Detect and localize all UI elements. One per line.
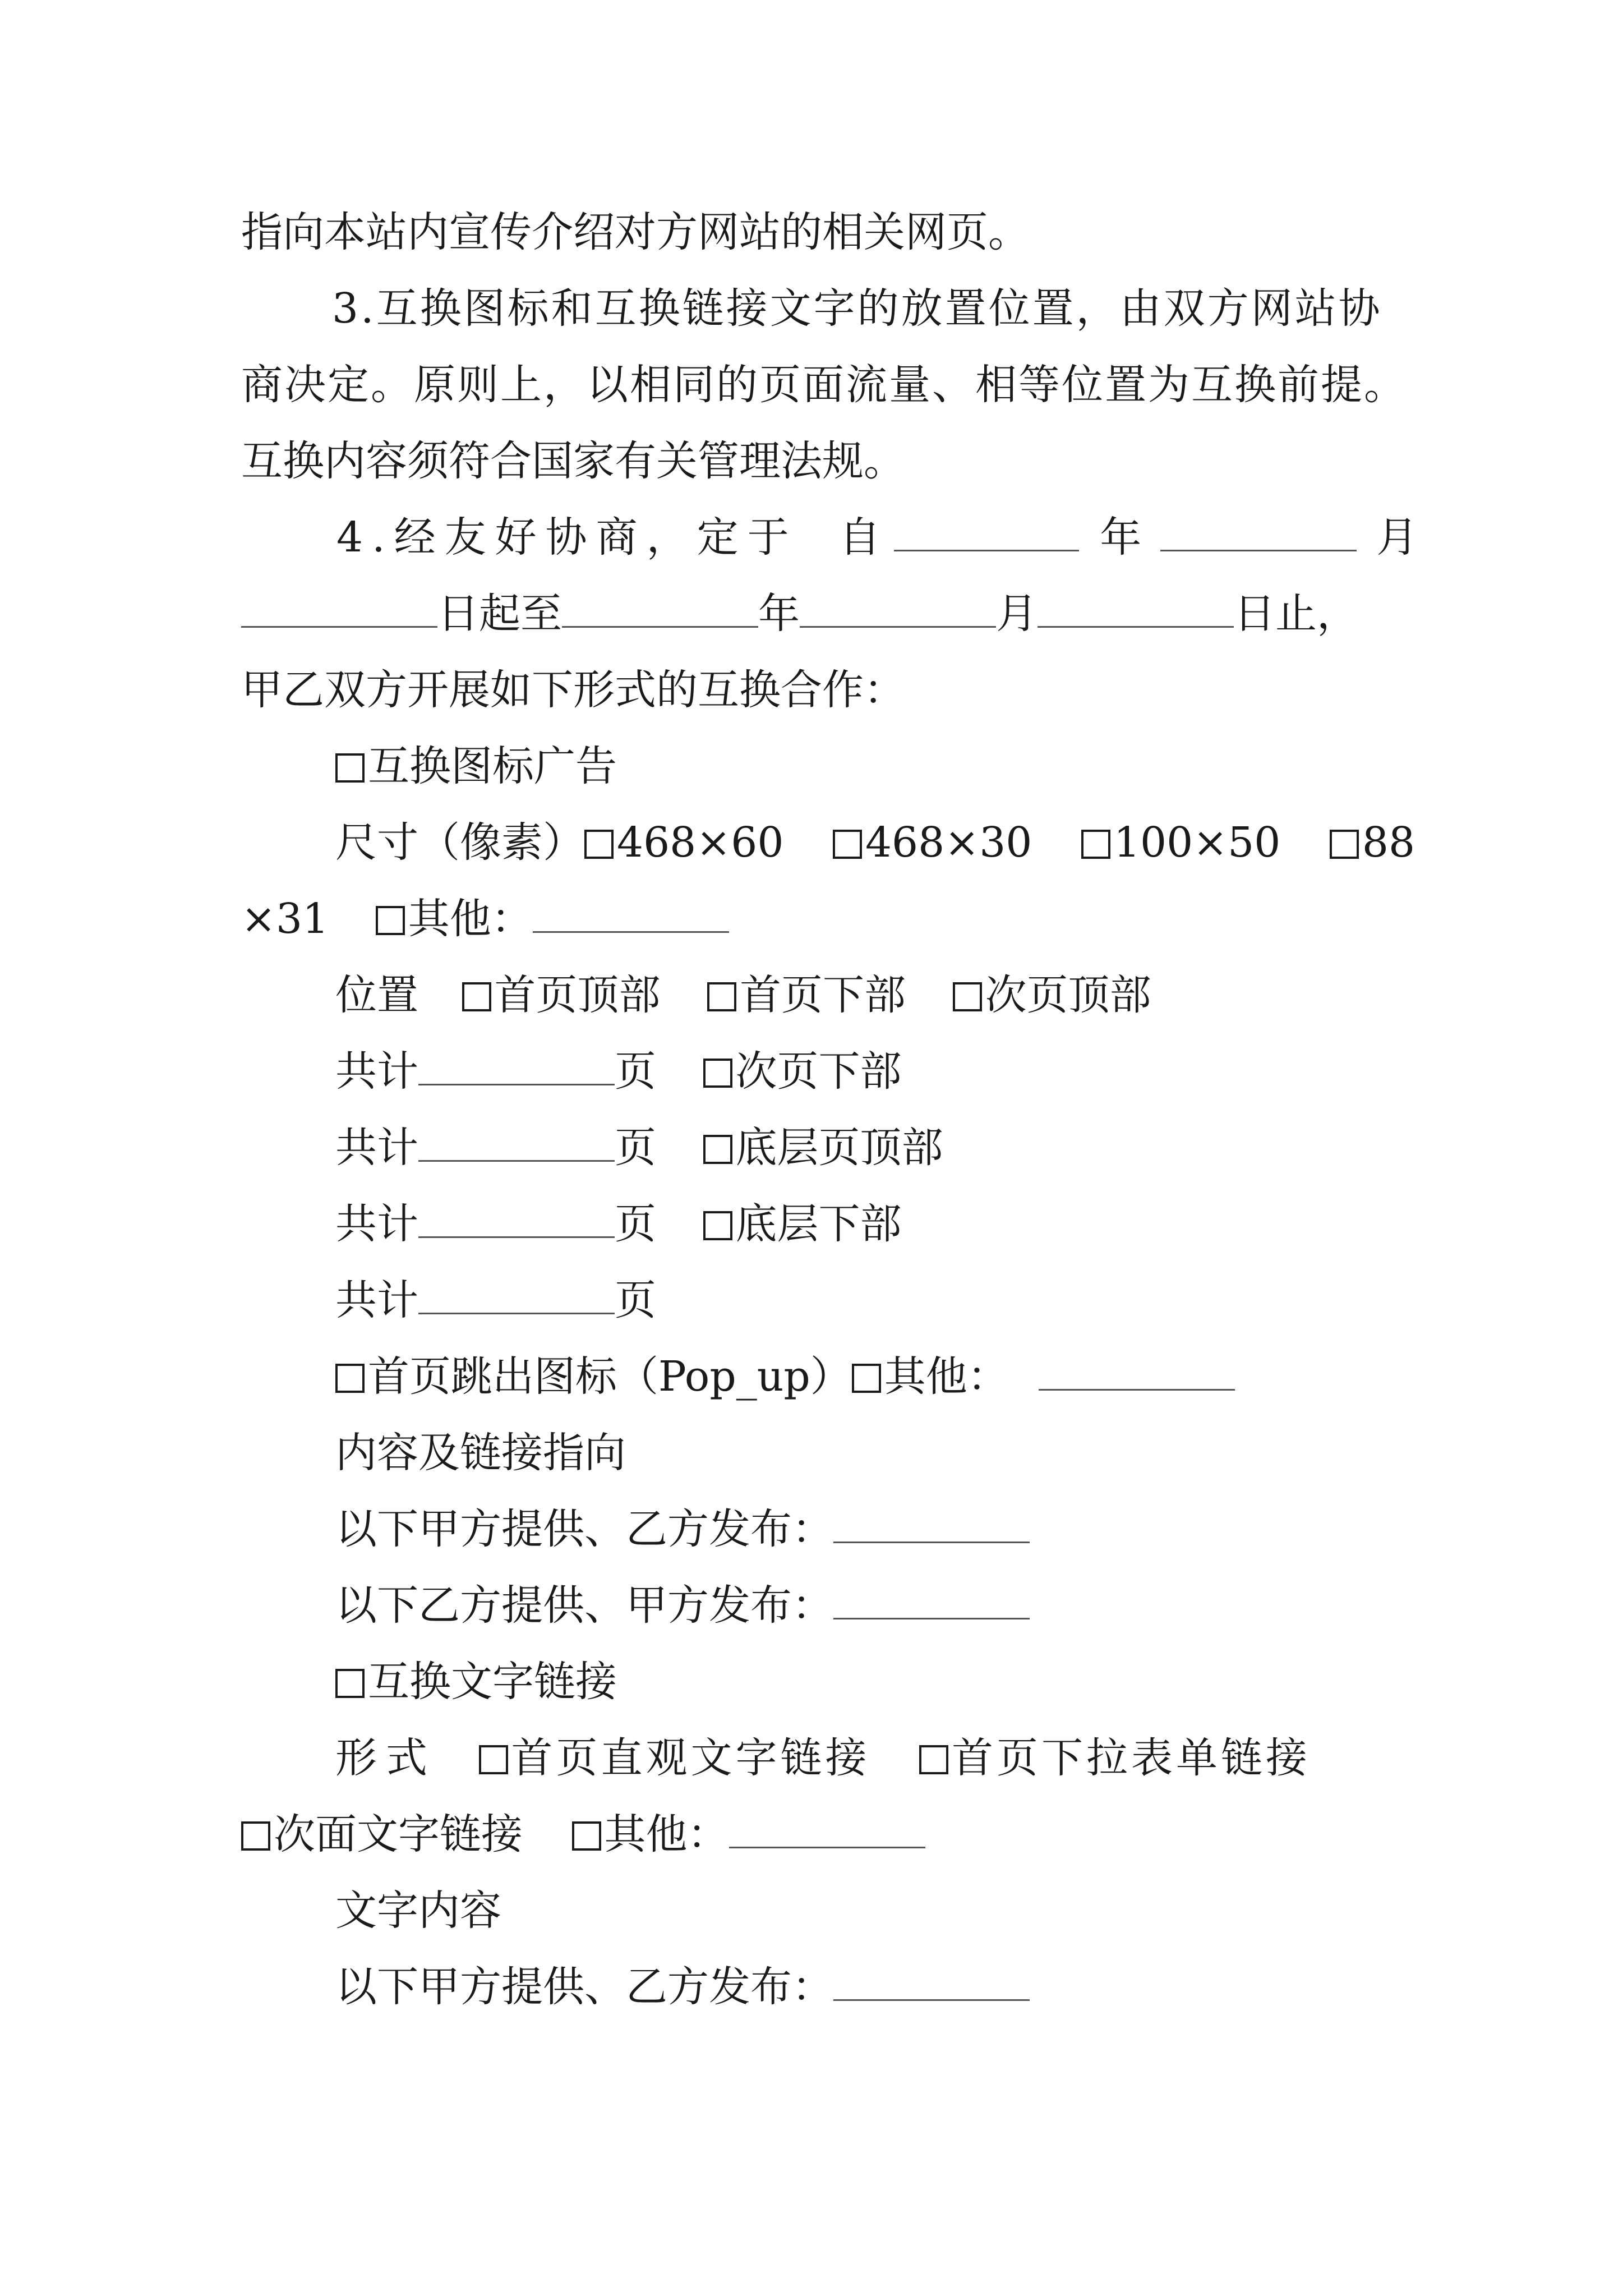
size-options-line-2 [241, 892, 729, 946]
size-option-468x30: 468×30 [865, 818, 1032, 867]
a-provide-label: 以下甲方提供、乙方发布： [335, 1963, 833, 2011]
page-label: 页 [615, 1124, 656, 1172]
checkbox-icon[interactable] [241, 1821, 270, 1851]
paragraph-text: 3.互换图标和互换链接文字的放置位置，由双方网站协 [332, 284, 1382, 333]
size-option-88x31-part: 88 [1362, 818, 1415, 867]
total-row-2 [335, 1121, 943, 1175]
a-provide-line-2 [335, 1960, 1030, 2014]
position-home-top: 首页顶部 [494, 971, 661, 1019]
other-label: 其他： [884, 1352, 1009, 1401]
popup-label: 首页跳出图标（Pop_up） [368, 1352, 852, 1401]
checkbox-icon[interactable] [703, 1211, 732, 1240]
checkbox-icon[interactable] [919, 1745, 948, 1774]
icon-ad-heading [335, 739, 617, 793]
text-content-heading [335, 1884, 501, 1938]
month-end-blank [800, 590, 996, 628]
popup-other-blank [1039, 1353, 1235, 1391]
a-provide-blank [833, 1506, 1030, 1543]
month-start-blank [1160, 514, 1357, 551]
page-count-blank [418, 1277, 615, 1314]
day-end-blank [1038, 590, 1234, 628]
text-link-heading [335, 1655, 617, 1709]
item-3-line-1 [332, 282, 1382, 335]
form-home-dropdown-link: 首页下拉表单链接 [952, 1734, 1311, 1782]
page-count-blank [418, 1124, 615, 1162]
item-4-number-text: 4.经友好协商，定于 [336, 513, 798, 562]
a-provide-line [335, 1502, 1030, 1556]
paragraph-text: 指向本站内宣传介绍对方网站的相关网页。 [241, 208, 1030, 256]
other-label: 其他： [604, 1810, 729, 1858]
checkbox-icon[interactable] [479, 1745, 508, 1774]
item-4-line-2 [241, 587, 1358, 641]
from-label: 自 [839, 513, 881, 562]
day-end-label: 日止， [1234, 590, 1358, 638]
page-count-blank [418, 1200, 615, 1238]
text-link-other-blank [729, 1811, 925, 1848]
b-provide-label: 以下乙方提供、甲方发布： [335, 1581, 833, 1630]
checkbox-icon[interactable] [1081, 830, 1110, 859]
position-home-bottom: 首页下部 [740, 971, 906, 1019]
b-provide-line [335, 1579, 1030, 1632]
icon-ad-label: 互换图标广告 [368, 742, 617, 790]
page-label: 页 [615, 1276, 656, 1324]
position-bottom-page-top: 底层页顶部 [735, 1124, 943, 1172]
year-label: 年 [1100, 513, 1142, 562]
total-row-4 [335, 1273, 656, 1327]
checkbox-icon[interactable] [376, 906, 405, 935]
item-3-line-2 [241, 358, 1407, 412]
position-sub-bottom: 次页下部 [735, 1047, 902, 1096]
from-day-to-label: 日起至 [437, 590, 562, 638]
checkbox-icon[interactable] [703, 1135, 732, 1164]
size-option-468x60: 468×60 [617, 818, 784, 867]
text-content-label: 文字内容 [335, 1887, 501, 1935]
content-link-heading [335, 1426, 626, 1480]
page-label: 页 [615, 1047, 656, 1096]
checkbox-icon[interactable] [335, 1669, 365, 1698]
year-start-blank [894, 514, 1079, 551]
position-line [335, 968, 1151, 1022]
intro-paragraph-end [241, 205, 1030, 259]
checkbox-icon[interactable] [707, 982, 736, 1011]
position-sub-top: 次页顶部 [985, 971, 1151, 1019]
text-link-form-line-2 [241, 1807, 925, 1861]
form-sub-text-link: 次面文字链接 [274, 1810, 523, 1858]
paragraph-text: 商决定。原则上，以相同的页面流量、相等位置为互换前提。 [241, 361, 1407, 409]
checkbox-icon[interactable] [335, 1364, 365, 1393]
position-label: 位置 [335, 971, 418, 1019]
checkbox-icon[interactable] [572, 1821, 601, 1851]
size-options-line-1 [335, 816, 1415, 869]
paragraph-text: 甲乙双方开展如下形式的互换合作： [241, 666, 905, 714]
total-label: 共计 [335, 1276, 418, 1324]
page-label: 页 [615, 1200, 656, 1248]
page-count-blank [418, 1048, 615, 1085]
total-label: 共计 [335, 1124, 418, 1172]
position-bottom-page-bottom: 底层下部 [735, 1200, 902, 1248]
year-end-blank [562, 590, 758, 628]
item-4-line-1 [336, 510, 1418, 564]
popup-line [335, 1350, 1235, 1404]
total-label: 共计 [335, 1047, 418, 1096]
checkbox-icon[interactable] [584, 830, 614, 859]
size-option-88x31-rest: ×31 [241, 895, 329, 943]
checkbox-icon[interactable] [462, 982, 491, 1011]
text-link-form-line-1 [335, 1731, 1311, 1785]
total-row-3 [335, 1197, 902, 1251]
checkbox-icon[interactable] [703, 1059, 732, 1088]
item-3-line-3 [241, 434, 905, 488]
a-provide-label: 以下甲方提供、乙方发布： [335, 1505, 833, 1553]
year-label: 年 [758, 590, 800, 638]
checkbox-icon[interactable] [852, 1364, 881, 1393]
text-link-label: 互换文字链接 [368, 1658, 617, 1706]
day-start-blank [241, 590, 437, 628]
form-label: 形式 [335, 1734, 436, 1782]
size-label: 尺寸（像素） [335, 818, 584, 867]
form-home-direct-link: 首页直观文字链接 [511, 1734, 870, 1782]
b-provide-blank [833, 1582, 1030, 1619]
checkbox-icon[interactable] [833, 830, 862, 859]
month-label: 月 [1376, 513, 1418, 562]
checkbox-icon[interactable] [335, 753, 365, 783]
other-label: 其他： [408, 895, 533, 943]
total-row-1 [335, 1045, 902, 1098]
a-provide-blank [833, 1963, 1030, 2001]
other-size-blank [533, 895, 729, 933]
month-label: 月 [996, 590, 1038, 638]
content-link-label: 内容及链接指向 [335, 1429, 626, 1477]
checkbox-icon[interactable] [1330, 830, 1359, 859]
total-label: 共计 [335, 1200, 418, 1248]
paragraph-text: 互换内容须符合国家有关管理法规。 [241, 437, 905, 485]
checkbox-icon[interactable] [953, 982, 982, 1011]
item-4-line-3 [241, 663, 905, 717]
size-option-100x50: 100×50 [1113, 818, 1281, 867]
